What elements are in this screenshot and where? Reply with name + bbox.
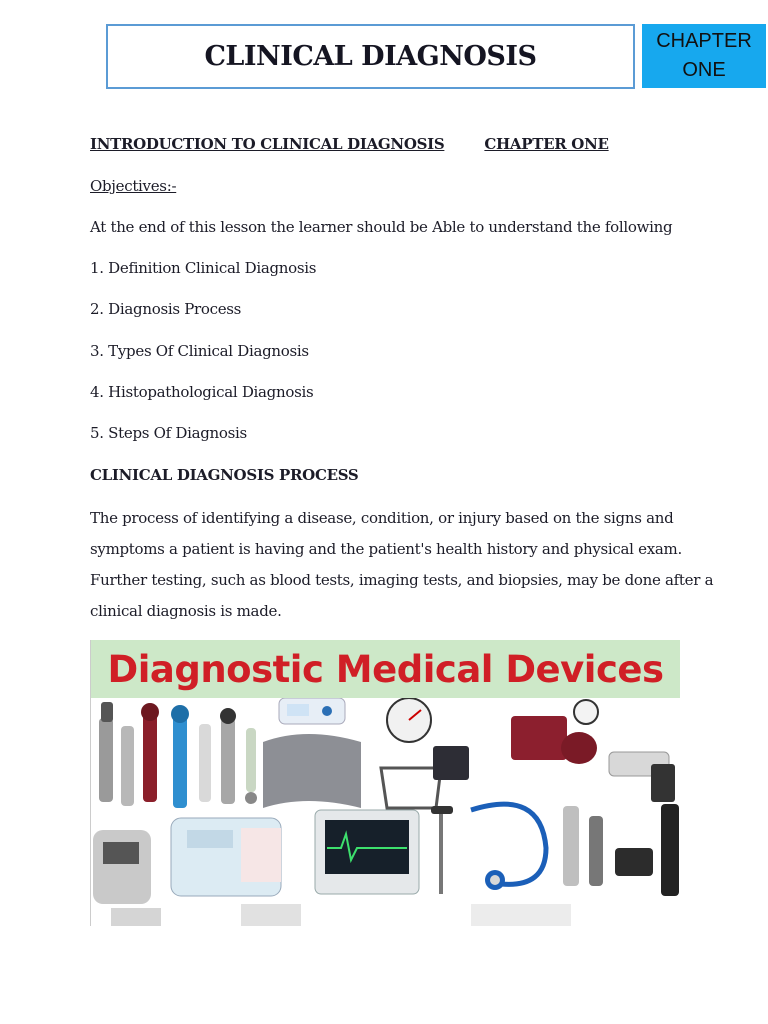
bp-cuff-icon: [511, 700, 598, 764]
sphygmomanometer-icon: [381, 698, 469, 808]
otoscope-handles-icon: [99, 702, 236, 808]
devices-banner-text: Diagnostic Medical Devices: [107, 647, 664, 691]
objective-item: 3. Types Of Clinical Diagnosis: [90, 342, 309, 360]
bp-monitor-icon: [263, 698, 361, 808]
objective-item: 1. Definition Clinical Diagnosis: [90, 259, 317, 277]
intro-heading-right: CHAPTER ONE: [484, 135, 609, 153]
devices-figure: [90, 640, 680, 926]
patient-monitor-icon: [315, 810, 419, 894]
process-heading: CLINICAL DIAGNOSIS PROCESS: [90, 466, 359, 484]
stethoscope-icon: [471, 804, 546, 890]
objective-item: 4. Histopathological Diagnosis: [90, 383, 314, 401]
devices-banner: [91, 640, 680, 698]
objectives-label: Objectives:-: [90, 177, 177, 195]
process-line: clinical diagnosis is made.: [90, 602, 282, 620]
title-box: [106, 24, 635, 89]
chapter-badge-line1: CHAPTER: [656, 30, 752, 52]
process-paragraph: [90, 503, 714, 627]
intro-heading-left: INTRODUCTION TO CLINICAL DIAGNOSIS: [90, 135, 445, 153]
chapter-badge: [642, 24, 766, 88]
weighing-scale-icon: [609, 752, 675, 802]
objective-item: 2. Diagnosis Process: [90, 300, 242, 318]
chapter-badge-line2: ONE: [682, 59, 726, 81]
thermometer-icon: [245, 728, 257, 804]
defibrillator-icon: [93, 830, 151, 904]
objective-item: 5. Steps Of Diagnosis: [90, 424, 247, 442]
diagnostic-set-icon: [563, 804, 679, 896]
devices-illustration: [91, 698, 680, 926]
process-line: Further testing, such as blood tests, imaging tests, and biopsies, may be done after a: [90, 571, 714, 589]
process-line: symptoms a patient is having and the patient's health history and physical exam.: [90, 540, 682, 558]
process-line: The process of identifying a disease, condition, or injury based on the signs and: [90, 509, 674, 527]
ecg-machine-icon: [171, 818, 281, 896]
intro-heading: [90, 135, 609, 153]
page-title: CLINICAL DIAGNOSIS: [204, 41, 537, 72]
objectives-intro: At the end of this lesson the learner should be Able to understand the following: [90, 218, 673, 236]
reflex-hammer-icon: [431, 806, 453, 894]
